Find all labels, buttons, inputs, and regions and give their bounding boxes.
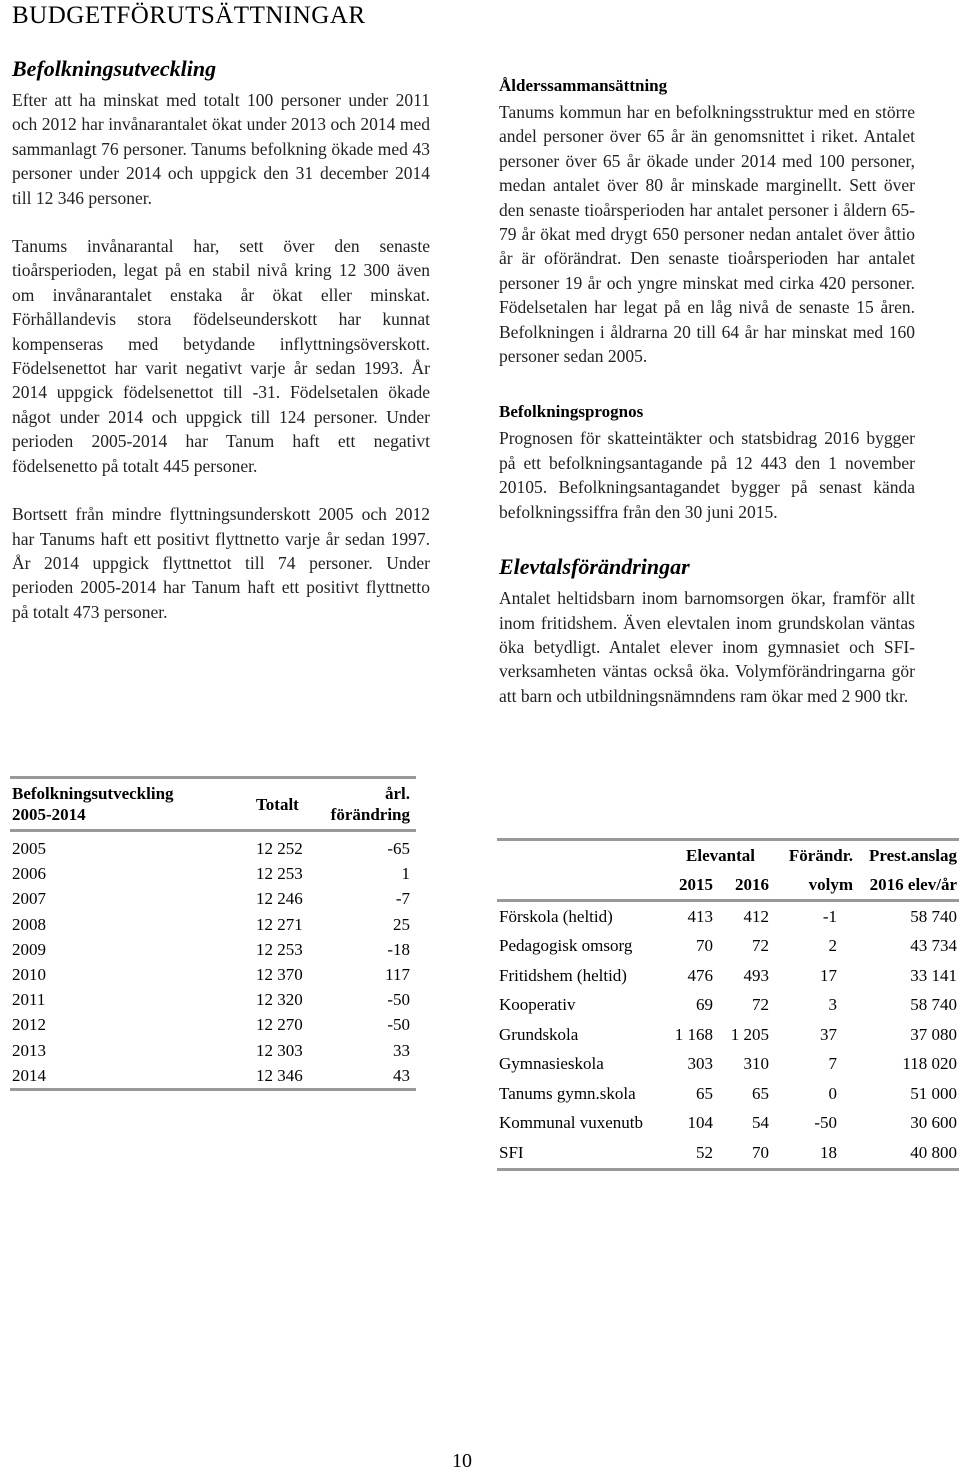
- table-row: [497, 961, 959, 991]
- year-cell: 2008: [12, 914, 46, 934]
- paragraph-elev: Antalet heltidsbarn inom barnomsorgen ökar, framför allt inom fritidshem. Även elevtalen inom grundskolan väntas öka betydligt. Antalet elever inom gymnasiet och SFI-verksamheten väntas också öka. Volymförändringarna gör att barn och utbildningsnämndens ram ökar med 2 900 tkr.: [499, 588, 915, 706]
- elevantal-2015-cell: 476: [687, 965, 713, 985]
- right-column: [499, 76, 915, 708]
- table-row: [497, 1050, 959, 1080]
- prestationsanslag-cell: 58 740: [910, 995, 957, 1015]
- prestationsanslag-cell: 58 740: [910, 906, 957, 926]
- elevantal-2015-cell: 52: [696, 1142, 713, 1162]
- total-cell: 12 253: [256, 939, 303, 959]
- table-row: [10, 1038, 416, 1063]
- paragraph-alder: Tanums kommun har en befolkningsstruktur med en större andel personer över 65 år än genomsnittet i riket. Antalet personer över 65 år ökade under 2014 med 100 personer, medan antalet över 80 år minskade marginellt. Sett över den senaste tioårsperioden har antalet personer i åldern 65-79 år ökat med drygt 650 personer nedan antalet över åttio år är oförändrat. Den senaste tioårsperioden har antalet personer 19 år och yngre minskat med cirka 420 personer. Födelsetalen har legat på en låg nivå de senaste 15 åren. Befolkningen i åldrarna 20 till 64 år har minskat med 160 personer sedan 2005.: [499, 102, 915, 367]
- header-elevantal: Elevantal: [686, 845, 755, 865]
- header-2016-elev-ar: 2016 elev/år: [869, 874, 957, 894]
- change-cell: 1: [401, 864, 410, 884]
- header-forandr: Förändr.: [788, 845, 853, 865]
- year-cell: 2014: [12, 1065, 46, 1085]
- volym-cell: 7: [828, 1054, 837, 1074]
- elevantal-2015-cell: 70: [696, 936, 713, 956]
- header-totalt: Totalt: [256, 794, 299, 814]
- elevantal-2015-cell: 413: [687, 906, 713, 926]
- header-2016: 2016: [735, 874, 769, 894]
- elevantal-2016-cell: 54: [752, 1113, 769, 1133]
- change-cell: 43: [393, 1065, 410, 1085]
- category-cell: Pedagogisk omsorg: [499, 936, 633, 956]
- elevantal-2016-cell: 412: [743, 906, 769, 926]
- table-row: [497, 901, 959, 932]
- elevantal-2015-cell: 69: [696, 995, 713, 1015]
- heading-befolkningsprognos: Befolkningsprognos: [499, 402, 644, 422]
- total-cell: 12 253: [256, 864, 303, 884]
- elevantal-2015-cell: 65: [696, 1083, 713, 1103]
- heading-befolkningsutveckling: Befolkningsutveckling: [12, 56, 217, 81]
- student-table-header-1: [497, 840, 959, 871]
- year-cell: 2011: [12, 990, 46, 1010]
- change-cell: -50: [387, 990, 410, 1010]
- prestationsanslag-cell: 51 000: [910, 1083, 957, 1103]
- header-2015: 2015: [679, 874, 713, 894]
- header-prest: Prest.anslag: [869, 845, 957, 865]
- prestationsanslag-cell: 30 600: [910, 1113, 957, 1133]
- category-cell: Tanums gymn.skola: [499, 1083, 636, 1103]
- population-table: [10, 776, 416, 1091]
- header-arl-forandring: årl. förändring: [330, 784, 410, 824]
- student-table-header-2: [497, 870, 959, 901]
- change-cell: 33: [393, 1040, 410, 1060]
- change-cell: 117: [385, 965, 410, 985]
- left-column: [12, 56, 430, 624]
- table-row: [10, 831, 416, 862]
- table-row: [497, 1138, 959, 1169]
- table-row: [10, 987, 416, 1012]
- volym-cell: 37: [820, 1024, 837, 1044]
- table-row: [497, 991, 959, 1021]
- category-cell: Kommunal vuxenutb: [499, 1113, 644, 1133]
- volym-cell: -50: [814, 1113, 837, 1133]
- header-befolkningsutveckling: Befolkningsutveckling 2005-2014: [12, 784, 174, 824]
- page-title: BUDGETFÖRUTSÄTTNINGAR: [12, 2, 366, 29]
- elevantal-2016-cell: 72: [752, 995, 769, 1015]
- total-cell: 12 252: [256, 839, 303, 859]
- total-cell: 12 271: [256, 914, 303, 934]
- volym-cell: -1: [822, 906, 837, 926]
- population-table-header: [10, 778, 416, 831]
- prestationsanslag-cell: 40 800: [910, 1142, 957, 1162]
- change-cell: -7: [395, 889, 410, 909]
- year-cell: 2009: [12, 939, 46, 959]
- header-volym: volym: [808, 874, 853, 894]
- paragraph-1: Efter att ha minskat med totalt 100 personer under 2011 och 2012 har invånarantalet ökat under 2013 och 2014 med sammanlagt 76 personer. Tanums befolkning ökade med 43 personer under 2014 och uppgick den 31 december 2014 till 12 346 personer.: [12, 90, 430, 208]
- year-cell: 2007: [12, 889, 46, 909]
- table-row: [10, 861, 416, 886]
- paragraph-2: Tanums invånarantal har, sett över den senaste tioårsperioden, legat på en stabil nivå kring 12 300 även om invånarantalet enstaka år ökat eller minskat. Förhållandevis stora födelseunderskott har kunnat kompenseras med betydande inflyttningsöverskott. Födelsenettot har varit negativt varje år sedan 1993. År 2014 uppgick födelsenettot till -31. Födelsetalen ökade något under 2014 och uppgick till 124 personer. Under perioden 2005-2014 har Tanum haft ett negativt födelsenetto på totalt 445 personer.: [12, 236, 430, 476]
- elevantal-2016-cell: 72: [752, 936, 769, 956]
- table-row: [497, 1109, 959, 1139]
- total-cell: 12 270: [256, 1015, 303, 1035]
- table-row: [10, 1063, 416, 1090]
- table-row: [10, 912, 416, 937]
- table-row: [497, 1079, 959, 1109]
- paragraph-3: Bortsett från mindre flyttningsunderskott 2005 och 2012 har Tanums haft ett positivt flyttnetto varje år sedan 1997. År 2014 uppgick flyttnettot till 74 personer. Under perioden 2005-2014 har Tanum haft ett positivt flyttnetto på totalt 473 personer.: [12, 504, 430, 622]
- elevantal-2016-cell: 310: [743, 1054, 769, 1074]
- student-table: [497, 838, 959, 1171]
- paragraph-prognos: Prognosen för skatteintäkter och statsbidrag 2016 bygger på ett befolkningsantagande på 12 443 den 1 november 20105. Befolkningsantagandet bygger på senast kända befolkningssiffra från den 30 juni 2015.: [499, 428, 915, 522]
- change-cell: -18: [387, 939, 410, 959]
- table-row: [10, 937, 416, 962]
- volym-cell: 17: [820, 965, 837, 985]
- elevantal-2016-cell: 70: [752, 1142, 769, 1162]
- change-cell: -65: [387, 839, 410, 859]
- elevantal-2016-cell: 493: [743, 965, 769, 985]
- heading-alderssammansattning: Ålderssammansättning: [499, 76, 668, 95]
- year-cell: 2013: [12, 1040, 46, 1060]
- heading-elevtalsforandringar: Elevtalsförändringar: [499, 554, 690, 580]
- total-cell: 12 346: [256, 1065, 303, 1085]
- year-cell: 2010: [12, 965, 46, 985]
- volym-cell: 3: [828, 995, 837, 1015]
- year-cell: 2012: [12, 1015, 46, 1035]
- total-cell: 12 303: [256, 1040, 303, 1060]
- change-cell: -50: [387, 1015, 410, 1035]
- prestationsanslag-cell: 33 141: [910, 965, 957, 985]
- table-row: [497, 932, 959, 962]
- table-row: [10, 962, 416, 987]
- page-number: 10: [452, 1450, 472, 1472]
- category-cell: Gymnasieskola: [499, 1054, 604, 1074]
- elevantal-2016-cell: 65: [752, 1083, 769, 1103]
- category-cell: Fritidshem (heltid): [499, 965, 627, 985]
- volym-cell: 2: [828, 936, 837, 956]
- category-cell: Grundskola: [499, 1024, 579, 1044]
- category-cell: SFI: [499, 1142, 524, 1162]
- change-cell: 25: [393, 914, 410, 934]
- table-row: [497, 1020, 959, 1050]
- elevantal-2015-cell: 1 168: [674, 1024, 713, 1044]
- category-cell: Kooperativ: [499, 995, 576, 1015]
- prestationsanslag-cell: 118 020: [902, 1054, 957, 1074]
- table-row: [10, 1012, 416, 1037]
- total-cell: 12 246: [256, 889, 303, 909]
- elevantal-2016-cell: 1 205: [730, 1024, 769, 1044]
- table-row: [10, 886, 416, 911]
- total-cell: 12 320: [256, 990, 303, 1010]
- year-cell: 2005: [12, 839, 46, 859]
- total-cell: 12 370: [256, 965, 303, 985]
- volym-cell: 18: [820, 1142, 837, 1162]
- prestationsanslag-cell: 43 734: [910, 936, 957, 956]
- year-cell: 2006: [12, 864, 46, 884]
- prestationsanslag-cell: 37 080: [910, 1024, 957, 1044]
- category-cell: Förskola (heltid): [499, 906, 613, 926]
- elevantal-2015-cell: 104: [687, 1113, 713, 1133]
- elevantal-2015-cell: 303: [687, 1054, 713, 1074]
- volym-cell: 0: [828, 1083, 837, 1103]
